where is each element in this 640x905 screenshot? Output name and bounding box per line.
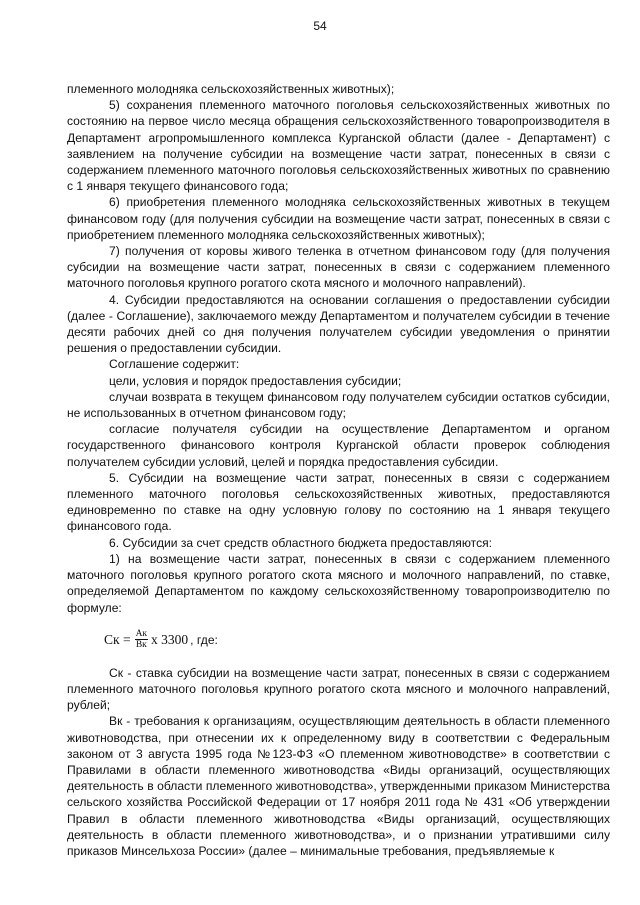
paragraph-section-4: 4. Субсидии предоставляются на основании соглашения о предоставлении субсидии (далее - Соглашение), заключаемого между Департаментом и получателем субсидии в течение десяти рабочих дней со дня получения получателем субсидии уведомления о принятии решения о предоставлении субсидии. (67, 292, 610, 356)
formula-lhs: Ск = (104, 631, 131, 647)
formula-numerator: Ак (135, 629, 148, 640)
paragraph-section-6: 6. Субсидии за счет средств областного бюджета предоставляются: (109, 535, 493, 550)
paragraph-vk-definition: Вк - требования к организациям, осуществляющим деятельность в области племенного животноводства, при отнесении их к определенному виду в соответствии с Федеральным законом от 3 августа 1995 года №123-ФЗ «О племенном животноводстве» в соответствии с Правилами в области племенного животноводства «Виды организаций, осуществляющих деятельность в области племенного животноводства», утвержденными приказом Министерства сельского хозяйства Российской Федерации от 17 ноября 2011 года № 431 «Об утверждении Правил в области племенного животноводства «Виды организаций, осуществляющих деятельность в области племенного животноводства», и о признании утратившими силу приказов Минсельхоза России» (далее – минимальные требования, предъявляемые к (67, 714, 610, 858)
rate-formula (104, 625, 610, 655)
formula-denominator: Вк (135, 640, 147, 651)
paragraph-ck-definition: Ск - ставка субсидии на возмещение части затрат, понесенных в связи с содержанием племенного маточного поголовья крупного рогатого скота мясного и молочного направлений, рублей; (67, 665, 610, 713)
paragraph-agreement-contains: Соглашение содержит: (109, 357, 240, 372)
paragraph-item-6: 6) приобретения племенного молодняка сельскохозяйственных животных в текущем финансовом году (для получения субсидии на возмещение части затрат, понесенных в связи с приобретением племенного молодняка сельскохозяйственных животных); (67, 195, 610, 242)
paragraph-item-5: 5) сохранения племенного маточного поголовья сельскохозяйственных животных по состоянию на первое число месяца обращения сельскохозяйственного товаропроизводителя в Департамент агропромышленного комплекса Курганской области (далее - Департамент) с заявлением на получение субсидии на возмещение части затрат, понесенных в связи с содержанием племенного маточного поголовья сельскохозяйственных животных по сравнению с 1 января текущего финансового года; (67, 98, 610, 194)
document-body (67, 81, 610, 859)
paragraph-continuation: племенного молодняка сельскохозяйственных животных); (67, 82, 395, 96)
page-number: 54 (313, 19, 327, 33)
paragraph-subitem-1: 1) на возмещение части затрат, понесенных в связи с содержанием племенного маточного поголовья крупного рогатого скота мясного и молочного направлений, по ставке, определяемой Департаментом по каждому сельскохозяйственному товаропроизводителю по формуле: (67, 551, 610, 615)
paragraph-goals: цели, условия и порядок предоставления субсидии; (109, 373, 402, 388)
paragraph-section-5: 5. Субсидии на возмещение части затрат, понесенных в связи с содержанием племенного маточного поголовья сельскохозяйственных животных, предоставляются единовременно по ставке на одну условную голову по состоянию на 1 января текущего финансового года. (67, 470, 610, 534)
formula-tail: , где: (190, 632, 218, 647)
paragraph-return-cases: случаи возврата в текущем финансовом году получателем субсидии остатков субсидии, не использованных в отчетном финансовом году; (67, 389, 610, 421)
formula-fraction (135, 629, 148, 650)
paragraph-consent: согласие получателя субсидии на осуществление Департаментом и органом государственного финансового контроля Курганской области проверок соблюдения получателем субсидии условий, целей и порядка предоставления субсидии. (67, 422, 610, 469)
formula-rhs: х 3300 (151, 631, 189, 647)
paragraph-item-7: 7) получения от коровы живого теленка в отчетном финансовом году (для получения субсидии на возмещение части затрат, понесенных в связи с содержанием племенного маточного поголовья крупного рогатого скота мясного и молочного направлений). (67, 244, 610, 291)
